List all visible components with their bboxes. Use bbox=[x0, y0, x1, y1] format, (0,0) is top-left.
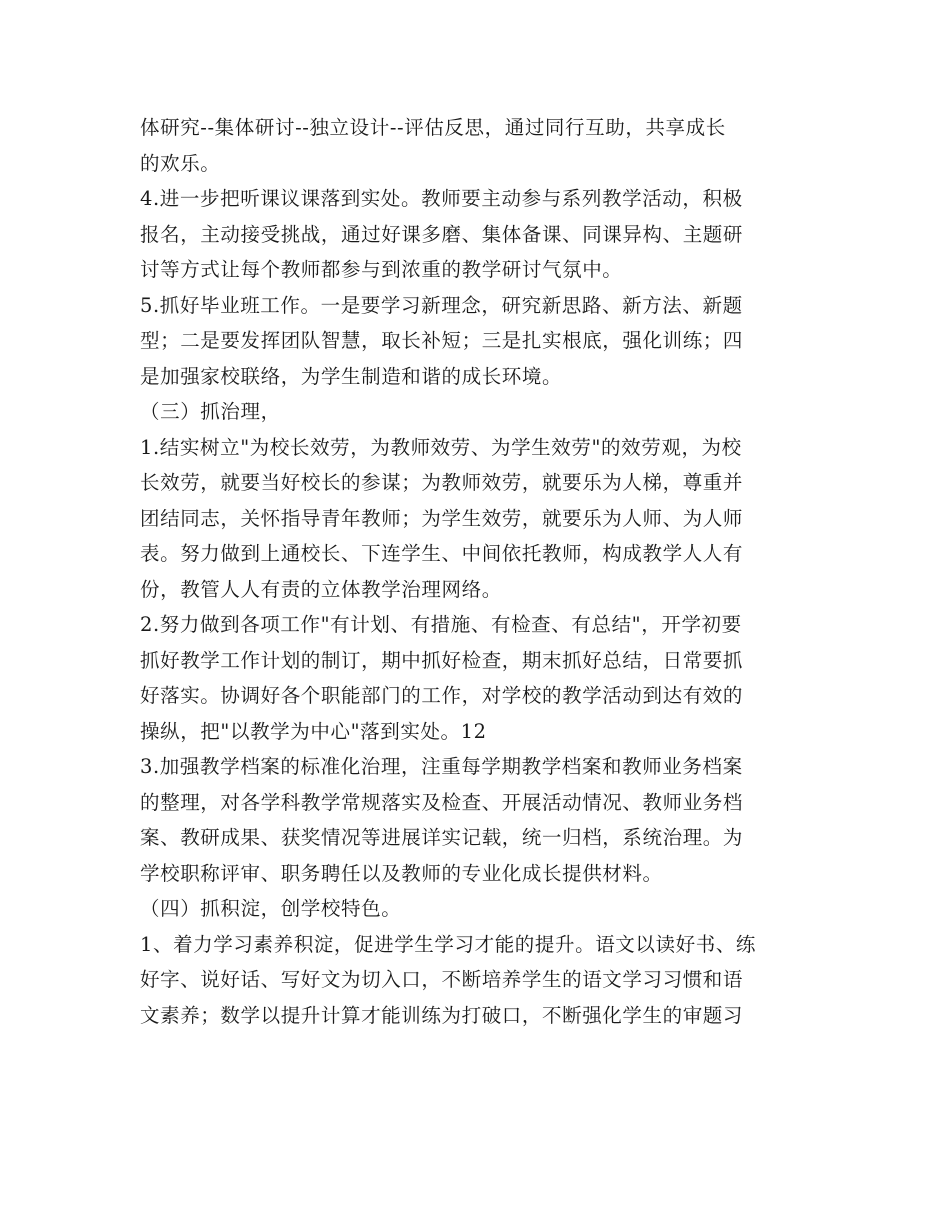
text-line: 1.结实树立"为校长效劳，为教师效劳、为学生效劳"的效劳观，为校 bbox=[140, 435, 742, 459]
text-line: 抓好教学工作计划的制订，期中抓好检查，期末抓好总结，日常要抓 bbox=[140, 648, 744, 672]
text-line: 好字、说好话、写好文为切入口，不断培养学生的语文学习习惯和语 bbox=[140, 968, 744, 991]
text-line: 2.努力做到各项工作"有计划、有措施、有检查、有总结"，开学初要 bbox=[140, 613, 742, 636]
text-line: 的欢乐。 bbox=[140, 151, 221, 175]
section-heading: （三）抓治理， bbox=[140, 400, 281, 423]
text-line: 1、着力学习素养积淀，促进学生学习才能的提升。语文以读好书、练 bbox=[140, 932, 757, 956]
section-heading: （四）抓积淀，创学校特色。 bbox=[140, 897, 402, 920]
text-line: 长效劳，就要当好校长的参谋；为教师效劳，就要乐为人梯，尊重并 bbox=[140, 471, 744, 494]
text-line: 好落实。协调好各个职能部门的工作，对学校的教学活动到达有效的 bbox=[140, 684, 744, 707]
text-line: 操纵，把"以教学为中心"落到实处。12 bbox=[140, 719, 487, 743]
text-line: 学校职称评审、职务聘任以及教师的专业化成长提供材料。 bbox=[140, 861, 663, 885]
text-line: 是加强家校联络，为学生制造和谐的成长环境。 bbox=[140, 364, 563, 388]
text-line: 表。努力做到上通校长、下连学生、中间依托教师，构成教学人人有 bbox=[140, 542, 744, 565]
text-line: 案、教研成果、获奖情况等进展详实记载，统一归档，系统治理。为 bbox=[140, 826, 744, 849]
text-line: 团结同志，关怀指导青年教师；为学生效劳，就要乐为人师、为人师 bbox=[140, 506, 744, 530]
text-line: 5.抓好毕业班工作。一是要学习新理念，研究新思路、新方法、新题 bbox=[140, 293, 743, 317]
text-line: 体研究--集体研讨--独立设计--评估反思，通过同行互助，共享成长 bbox=[140, 116, 726, 139]
text-line: 份，教管人人有责的立体教学治理网络。 bbox=[140, 577, 502, 601]
text-line: 3.加强教学档案的标准化治理，注重每学期教学档案和教师业务档案 bbox=[140, 755, 743, 778]
text-line: 文素养；数学以提升计算才能训练为打破口，不断强化学生的审题习 bbox=[140, 1003, 744, 1027]
text-line: 4.进一步把听课议课落到实处。教师要主动参与系列教学活动，积极 bbox=[140, 187, 743, 210]
text-line: 讨等方式让每个教师都参与到浓重的教学研讨气氛中。 bbox=[140, 258, 623, 281]
document-body bbox=[140, 110, 815, 1033]
text-line: 的整理，对各学科教学常规落实及检查、开展活动情况、教师业务档 bbox=[140, 790, 744, 814]
text-line: 型；二是要发挥团队智慧，取长补短；三是扎实根底，强化训练；四 bbox=[140, 329, 744, 352]
text-line: 报名，主动接受挑战，通过好课多磨、集体备课、同课异构、主题研 bbox=[140, 222, 744, 246]
